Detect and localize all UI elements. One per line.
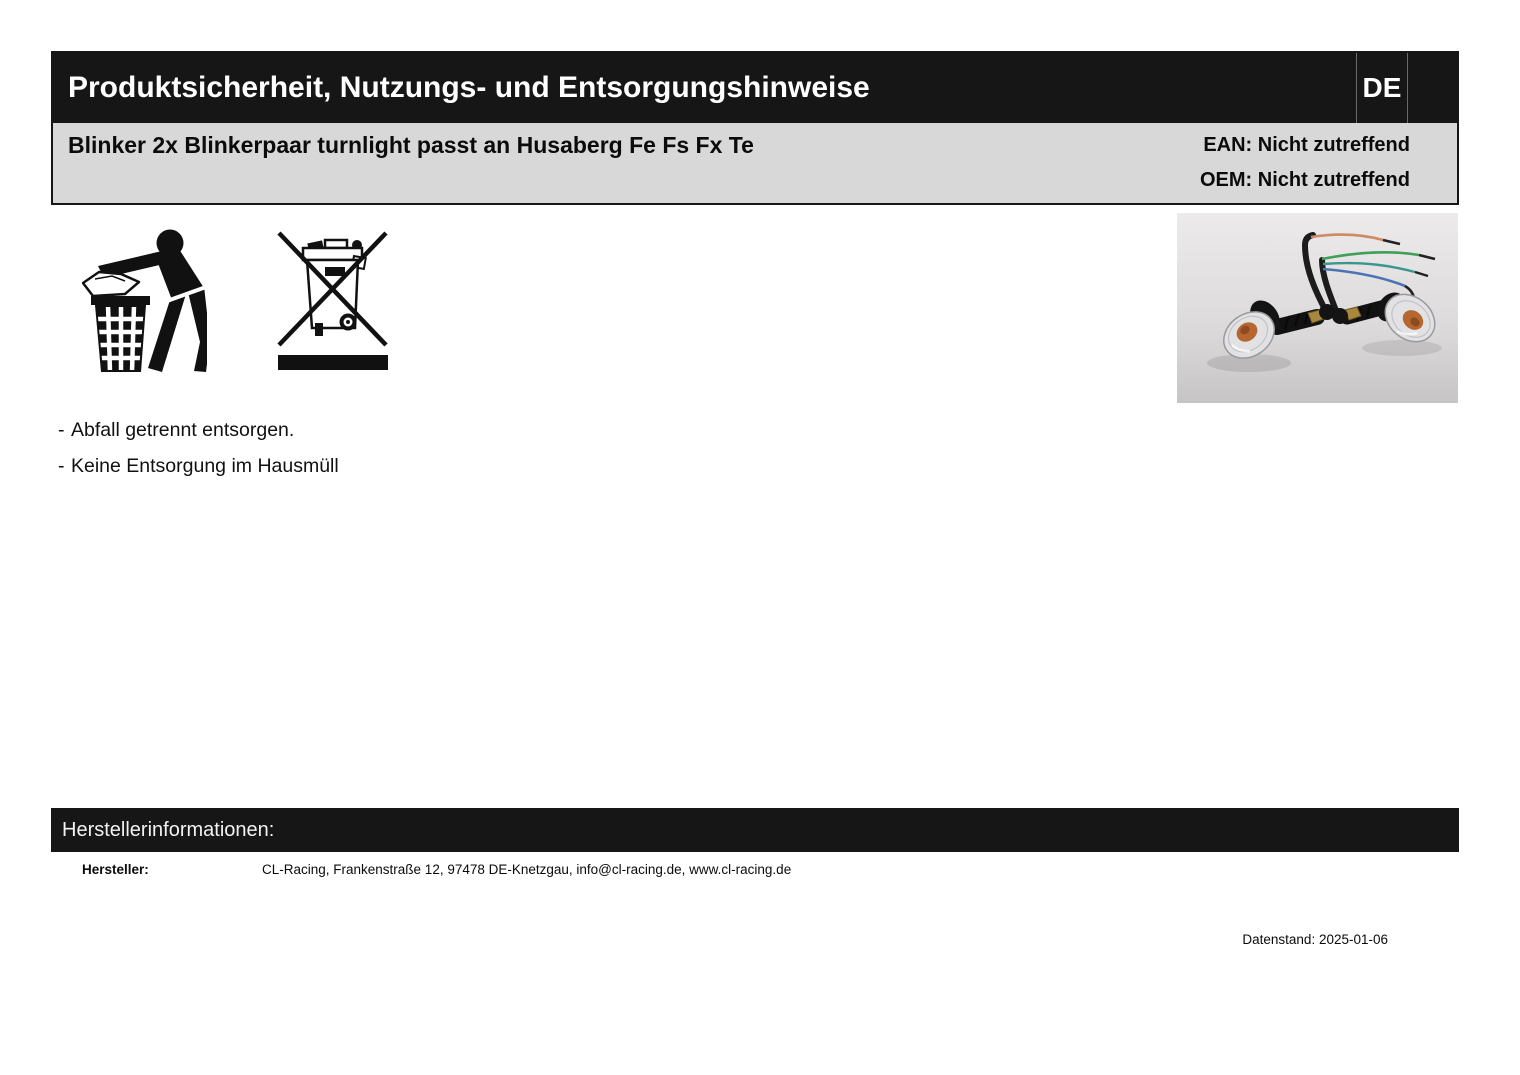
product-codes bbox=[1200, 128, 1410, 198]
manufacturer-section-bar bbox=[51, 808, 1459, 852]
product-title: Blinker 2x Blinkerpaar turnlight passt an Husaberg Fe Fs Fx Te bbox=[68, 132, 754, 158]
oem-line: OEM: Nicht zutreffend bbox=[1200, 169, 1410, 191]
weee-crossed-out-bin-icon bbox=[277, 230, 388, 372]
disposal-note bbox=[58, 412, 339, 448]
product-photo bbox=[1177, 213, 1458, 403]
note-text: Abfall getrennt entsorgen. bbox=[71, 418, 295, 441]
product-subheader bbox=[53, 123, 1457, 203]
note-text: Keine Entsorgung im Hausmüll bbox=[71, 454, 339, 477]
manufacturer-value: CL-Racing, Frankenstraße 12, 97478 DE-Knetzgau, info@cl-racing.de, www.cl-racing.de bbox=[262, 862, 792, 877]
page-title: Produktsicherheit, Nutzungs- und Entsorgungshinweise bbox=[68, 71, 870, 104]
note-bullet: - bbox=[58, 418, 65, 441]
manufacturer-section-title: Herstellerinformationen: bbox=[62, 818, 275, 841]
note-bullet: - bbox=[58, 454, 65, 477]
ean-line: EAN: Nicht zutreffend bbox=[1203, 134, 1410, 156]
header-bar bbox=[53, 53, 1457, 123]
manufacturer-label: Hersteller: bbox=[82, 862, 149, 877]
disposal-note bbox=[58, 448, 339, 484]
disposal-notes bbox=[58, 412, 339, 484]
header-block bbox=[51, 51, 1459, 205]
language-badge: DE bbox=[1356, 53, 1408, 123]
data-status-date: Datenstand: 2025-01-06 bbox=[1242, 932, 1388, 947]
tidyman-icon bbox=[82, 228, 207, 372]
